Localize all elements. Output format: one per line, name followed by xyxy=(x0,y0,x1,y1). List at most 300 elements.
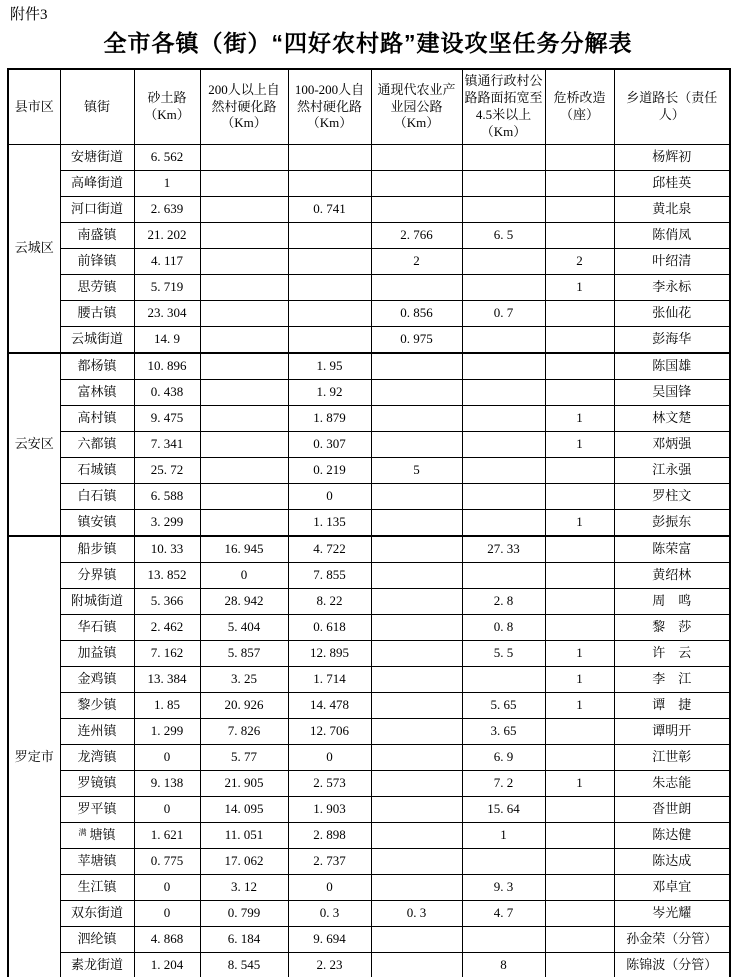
value-cell xyxy=(288,275,371,301)
value-cell: 0. 8 xyxy=(462,615,545,641)
value-cell: 5. 857 xyxy=(200,641,288,667)
value-cell: 16. 945 xyxy=(200,536,288,563)
value-cell: 8. 545 xyxy=(200,953,288,977)
person-cell: 谭明开 xyxy=(614,719,730,745)
person-cell: 杨辉初 xyxy=(614,145,730,171)
table-row xyxy=(8,458,730,484)
value-cell xyxy=(462,927,545,953)
person-cell: 朱志能 xyxy=(614,771,730,797)
value-cell: 7. 341 xyxy=(134,432,200,458)
value-cell xyxy=(288,327,371,354)
table-row xyxy=(8,197,730,223)
value-cell: 15. 64 xyxy=(462,797,545,823)
value-cell: 5. 5 xyxy=(462,641,545,667)
value-cell xyxy=(371,875,462,901)
table-row xyxy=(8,249,730,275)
town-cell: 素龙街道 xyxy=(60,953,134,977)
value-cell xyxy=(200,275,288,301)
person-cell: 李 江 xyxy=(614,667,730,693)
value-cell xyxy=(371,275,462,301)
value-cell: 2. 898 xyxy=(288,823,371,849)
person-cell: 陈锦波（分管） xyxy=(614,953,730,977)
town-cell: 双东街道 xyxy=(60,901,134,927)
value-cell xyxy=(200,406,288,432)
town-cell: 云城街道 xyxy=(60,327,134,354)
value-cell: 0 xyxy=(200,563,288,589)
value-cell: 0. 438 xyxy=(134,380,200,406)
value-cell: 7. 162 xyxy=(134,641,200,667)
value-cell xyxy=(371,589,462,615)
value-cell: 9. 3 xyxy=(462,875,545,901)
column-header: 县市区 xyxy=(8,69,60,145)
value-cell xyxy=(371,197,462,223)
column-header: 镇街 xyxy=(60,69,134,145)
value-cell: 0. 775 xyxy=(134,849,200,875)
value-cell: 1 xyxy=(545,771,614,797)
value-cell: 8 xyxy=(462,953,545,977)
district-cell: 云安区 xyxy=(8,353,60,536)
column-header: 镇通行政村公路路面拓宽至4.5米以上（Km） xyxy=(462,69,545,145)
value-cell xyxy=(371,693,462,719)
value-cell xyxy=(371,615,462,641)
value-cell: 0. 856 xyxy=(371,301,462,327)
value-cell xyxy=(371,353,462,380)
table-row xyxy=(8,432,730,458)
value-cell xyxy=(371,510,462,537)
value-cell: 0. 7 xyxy=(462,301,545,327)
person-cell: 黄绍林 xyxy=(614,563,730,589)
town-cell: 腰古镇 xyxy=(60,301,134,327)
column-header: 砂土路（Km） xyxy=(134,69,200,145)
value-cell xyxy=(288,145,371,171)
value-cell: 7. 826 xyxy=(200,719,288,745)
person-cell: 陈达成 xyxy=(614,849,730,875)
value-cell: 1. 299 xyxy=(134,719,200,745)
value-cell xyxy=(462,563,545,589)
person-cell: 彭振东 xyxy=(614,510,730,537)
value-cell: 1. 903 xyxy=(288,797,371,823)
town-cell: 安塘街道 xyxy=(60,145,134,171)
town-cell: 连州镇 xyxy=(60,719,134,745)
table-row xyxy=(8,406,730,432)
value-cell xyxy=(545,719,614,745)
person-cell: 吴国锋 xyxy=(614,380,730,406)
table-row xyxy=(8,145,730,171)
value-cell: 25. 72 xyxy=(134,458,200,484)
value-cell xyxy=(371,719,462,745)
value-cell: 2 xyxy=(371,249,462,275)
value-cell xyxy=(462,484,545,510)
value-cell: 6. 588 xyxy=(134,484,200,510)
table-row xyxy=(8,536,730,563)
person-cell: 陈国雄 xyxy=(614,353,730,380)
value-cell: 1. 135 xyxy=(288,510,371,537)
value-cell xyxy=(545,145,614,171)
value-cell xyxy=(545,901,614,927)
town-cell: 思劳镇 xyxy=(60,275,134,301)
value-cell xyxy=(462,353,545,380)
town-cell: 前锋镇 xyxy=(60,249,134,275)
rare-character-glyph: 满 xyxy=(78,828,87,838)
value-cell xyxy=(200,249,288,275)
town-cell: 龙湾镇 xyxy=(60,745,134,771)
town-cell: 富林镇 xyxy=(60,380,134,406)
person-cell: 彭海华 xyxy=(614,327,730,354)
value-cell xyxy=(462,432,545,458)
value-cell: 4. 868 xyxy=(134,927,200,953)
value-cell xyxy=(462,275,545,301)
value-cell: 1 xyxy=(545,406,614,432)
value-cell xyxy=(371,667,462,693)
value-cell: 21. 905 xyxy=(200,771,288,797)
table-row xyxy=(8,927,730,953)
value-cell xyxy=(371,145,462,171)
value-cell xyxy=(200,380,288,406)
value-cell xyxy=(200,353,288,380)
table-row xyxy=(8,745,730,771)
value-cell: 5. 366 xyxy=(134,589,200,615)
value-cell: 0. 3 xyxy=(371,901,462,927)
value-cell xyxy=(545,484,614,510)
value-cell xyxy=(200,327,288,354)
value-cell: 1. 621 xyxy=(134,823,200,849)
value-cell: 0. 975 xyxy=(371,327,462,354)
value-cell: 1 xyxy=(462,823,545,849)
value-cell: 1. 95 xyxy=(288,353,371,380)
value-cell: 2. 737 xyxy=(288,849,371,875)
value-cell: 0 xyxy=(134,901,200,927)
value-cell: 0. 741 xyxy=(288,197,371,223)
table-row xyxy=(8,171,730,197)
value-cell: 3. 299 xyxy=(134,510,200,537)
value-cell xyxy=(288,223,371,249)
value-cell xyxy=(462,145,545,171)
town-cell: 罗镜镇 xyxy=(60,771,134,797)
value-cell: 7. 855 xyxy=(288,563,371,589)
column-header: 100-200人自然村硬化路（Km） xyxy=(288,69,371,145)
value-cell xyxy=(371,563,462,589)
value-cell xyxy=(545,327,614,354)
value-cell: 10. 33 xyxy=(134,536,200,563)
column-header: 通现代农业产业园公路（Km） xyxy=(371,69,462,145)
town-cell: 苹塘镇 xyxy=(60,849,134,875)
value-cell xyxy=(545,745,614,771)
value-cell xyxy=(200,432,288,458)
value-cell xyxy=(288,171,371,197)
table-row xyxy=(8,510,730,537)
person-cell: 江世彰 xyxy=(614,745,730,771)
value-cell: 1 xyxy=(545,510,614,537)
table-row xyxy=(8,275,730,301)
person-cell: 陈俏凤 xyxy=(614,223,730,249)
value-cell: 20. 926 xyxy=(200,693,288,719)
value-cell xyxy=(288,301,371,327)
value-cell: 2. 766 xyxy=(371,223,462,249)
table-row xyxy=(8,641,730,667)
person-cell: 叶绍清 xyxy=(614,249,730,275)
value-cell xyxy=(371,797,462,823)
value-cell: 0 xyxy=(288,745,371,771)
value-cell: 8. 22 xyxy=(288,589,371,615)
value-cell: 5. 77 xyxy=(200,745,288,771)
value-cell: 4. 117 xyxy=(134,249,200,275)
value-cell xyxy=(462,510,545,537)
town-cell: 镇安镇 xyxy=(60,510,134,537)
column-header: 乡道路长（责任人） xyxy=(614,69,730,145)
town-cell: 黎少镇 xyxy=(60,693,134,719)
value-cell xyxy=(545,171,614,197)
person-cell: 孙金荣（分管） xyxy=(614,927,730,953)
value-cell: 3. 25 xyxy=(200,667,288,693)
value-cell: 0. 3 xyxy=(288,901,371,927)
person-cell: 岑光耀 xyxy=(614,901,730,927)
value-cell xyxy=(371,432,462,458)
value-cell: 5. 65 xyxy=(462,693,545,719)
town-cell: 高峰街道 xyxy=(60,171,134,197)
table-row xyxy=(8,327,730,354)
person-cell: 李永标 xyxy=(614,275,730,301)
person-cell: 黎 莎 xyxy=(614,615,730,641)
value-cell xyxy=(462,667,545,693)
value-cell xyxy=(371,927,462,953)
value-cell: 2 xyxy=(545,249,614,275)
table-row xyxy=(8,719,730,745)
value-cell: 7. 2 xyxy=(462,771,545,797)
town-cell: 金鸡镇 xyxy=(60,667,134,693)
value-cell xyxy=(545,589,614,615)
town-cell: 石城镇 xyxy=(60,458,134,484)
value-cell: 9. 694 xyxy=(288,927,371,953)
value-cell: 5. 404 xyxy=(200,615,288,641)
column-header: 200人以上自然村硬化路（Km） xyxy=(200,69,288,145)
value-cell xyxy=(371,849,462,875)
town-cell: 南盛镇 xyxy=(60,223,134,249)
value-cell xyxy=(545,353,614,380)
value-cell xyxy=(545,223,614,249)
value-cell: 0 xyxy=(288,484,371,510)
value-cell xyxy=(371,953,462,977)
value-cell: 2. 462 xyxy=(134,615,200,641)
value-cell: 5. 719 xyxy=(134,275,200,301)
person-cell: 黄北泉 xyxy=(614,197,730,223)
value-cell: 3. 65 xyxy=(462,719,545,745)
value-cell xyxy=(545,797,614,823)
value-cell xyxy=(371,171,462,197)
value-cell xyxy=(200,484,288,510)
value-cell: 1. 204 xyxy=(134,953,200,977)
value-cell: 21. 202 xyxy=(134,223,200,249)
town-cell: 都杨镇 xyxy=(60,353,134,380)
table-row xyxy=(8,589,730,615)
town-cell: 高村镇 xyxy=(60,406,134,432)
value-cell: 14. 9 xyxy=(134,327,200,354)
value-cell xyxy=(462,458,545,484)
value-cell xyxy=(462,327,545,354)
value-cell: 6. 184 xyxy=(200,927,288,953)
person-cell: 谭 捷 xyxy=(614,693,730,719)
town-cell: 满 塘镇 xyxy=(60,823,134,849)
value-cell: 0 xyxy=(134,745,200,771)
value-cell: 2. 8 xyxy=(462,589,545,615)
value-cell: 9. 138 xyxy=(134,771,200,797)
table-body xyxy=(8,145,730,977)
town-cell: 华石镇 xyxy=(60,615,134,641)
value-cell: 10. 896 xyxy=(134,353,200,380)
value-cell xyxy=(545,823,614,849)
value-cell xyxy=(462,171,545,197)
value-cell xyxy=(545,536,614,563)
table-row xyxy=(8,797,730,823)
value-cell xyxy=(545,849,614,875)
value-cell xyxy=(200,223,288,249)
table-row xyxy=(8,615,730,641)
value-cell xyxy=(545,615,614,641)
value-cell: 27. 33 xyxy=(462,536,545,563)
table-row xyxy=(8,693,730,719)
value-cell: 1. 879 xyxy=(288,406,371,432)
task-table xyxy=(7,68,731,977)
table-row xyxy=(8,380,730,406)
value-cell: 2. 639 xyxy=(134,197,200,223)
table-row xyxy=(8,823,730,849)
person-cell: 罗柱文 xyxy=(614,484,730,510)
town-cell: 附城街道 xyxy=(60,589,134,615)
value-cell: 1. 714 xyxy=(288,667,371,693)
value-cell: 12. 895 xyxy=(288,641,371,667)
value-cell: 1 xyxy=(545,432,614,458)
town-cell: 分界镇 xyxy=(60,563,134,589)
district-cell: 罗定市 xyxy=(8,536,60,977)
value-cell xyxy=(371,641,462,667)
person-cell: 许 云 xyxy=(614,641,730,667)
value-cell xyxy=(200,171,288,197)
value-cell: 1. 85 xyxy=(134,693,200,719)
value-cell xyxy=(200,145,288,171)
person-cell: 江永强 xyxy=(614,458,730,484)
table-row xyxy=(8,771,730,797)
value-cell xyxy=(200,510,288,537)
value-cell: 12. 706 xyxy=(288,719,371,745)
value-cell xyxy=(545,953,614,977)
value-cell: 3. 12 xyxy=(200,875,288,901)
value-cell: 17. 062 xyxy=(200,849,288,875)
value-cell xyxy=(371,745,462,771)
value-cell: 6. 9 xyxy=(462,745,545,771)
value-cell xyxy=(462,197,545,223)
table-row xyxy=(8,353,730,380)
value-cell: 1 xyxy=(545,667,614,693)
value-cell: 2. 573 xyxy=(288,771,371,797)
table-row xyxy=(8,875,730,901)
table-row xyxy=(8,223,730,249)
value-cell: 6. 562 xyxy=(134,145,200,171)
value-cell xyxy=(371,823,462,849)
town-cell: 泗纶镇 xyxy=(60,927,134,953)
value-cell xyxy=(288,249,371,275)
value-cell: 14. 095 xyxy=(200,797,288,823)
value-cell xyxy=(545,875,614,901)
value-cell: 1. 92 xyxy=(288,380,371,406)
town-cell: 罗平镇 xyxy=(60,797,134,823)
table-row xyxy=(8,563,730,589)
value-cell: 4. 7 xyxy=(462,901,545,927)
value-cell xyxy=(200,301,288,327)
value-cell: 11. 051 xyxy=(200,823,288,849)
person-cell: 邱桂英 xyxy=(614,171,730,197)
table-row xyxy=(8,953,730,977)
value-cell xyxy=(200,458,288,484)
town-cell: 河口街道 xyxy=(60,197,134,223)
town-cell: 生江镇 xyxy=(60,875,134,901)
value-cell: 0 xyxy=(134,797,200,823)
table-row xyxy=(8,849,730,875)
value-cell: 0. 799 xyxy=(200,901,288,927)
table-row xyxy=(8,301,730,327)
town-cell: 六都镇 xyxy=(60,432,134,458)
value-cell xyxy=(371,536,462,563)
table-row xyxy=(8,484,730,510)
person-cell: 林文楚 xyxy=(614,406,730,432)
value-cell: 9. 475 xyxy=(134,406,200,432)
value-cell: 1 xyxy=(545,641,614,667)
value-cell: 2. 23 xyxy=(288,953,371,977)
person-cell: 邓卓宜 xyxy=(614,875,730,901)
value-cell: 28. 942 xyxy=(200,589,288,615)
person-cell: 沓世朗 xyxy=(614,797,730,823)
value-cell: 4. 722 xyxy=(288,536,371,563)
value-cell: 1 xyxy=(545,693,614,719)
value-cell: 6. 5 xyxy=(462,223,545,249)
value-cell xyxy=(371,380,462,406)
value-cell xyxy=(371,406,462,432)
person-cell: 邓炳强 xyxy=(614,432,730,458)
town-cell: 白石镇 xyxy=(60,484,134,510)
value-cell: 0. 219 xyxy=(288,458,371,484)
value-cell xyxy=(462,406,545,432)
table-row xyxy=(8,667,730,693)
header-row xyxy=(8,69,730,145)
value-cell: 5 xyxy=(371,458,462,484)
town-cell: 船步镇 xyxy=(60,536,134,563)
value-cell: 0. 618 xyxy=(288,615,371,641)
town-cell: 加益镇 xyxy=(60,641,134,667)
value-cell: 0. 307 xyxy=(288,432,371,458)
value-cell xyxy=(545,563,614,589)
value-cell xyxy=(200,197,288,223)
person-cell: 周 鸣 xyxy=(614,589,730,615)
page-title: 全市各镇（街）“四好农村路”建设攻坚任务分解表 xyxy=(103,30,633,56)
value-cell xyxy=(371,484,462,510)
person-cell: 陈达健 xyxy=(614,823,730,849)
attachment-label: 附件3 xyxy=(10,7,48,23)
value-cell xyxy=(371,771,462,797)
value-cell: 1 xyxy=(545,275,614,301)
value-cell: 13. 852 xyxy=(134,563,200,589)
value-cell: 14. 478 xyxy=(288,693,371,719)
value-cell xyxy=(545,458,614,484)
person-cell: 张仙花 xyxy=(614,301,730,327)
value-cell: 1 xyxy=(134,171,200,197)
value-cell: 23. 304 xyxy=(134,301,200,327)
value-cell: 0 xyxy=(288,875,371,901)
district-cell: 云城区 xyxy=(8,145,60,354)
value-cell xyxy=(545,380,614,406)
value-cell xyxy=(462,249,545,275)
value-cell xyxy=(462,849,545,875)
person-cell: 陈荣富 xyxy=(614,536,730,563)
value-cell xyxy=(545,301,614,327)
value-cell: 13. 384 xyxy=(134,667,200,693)
